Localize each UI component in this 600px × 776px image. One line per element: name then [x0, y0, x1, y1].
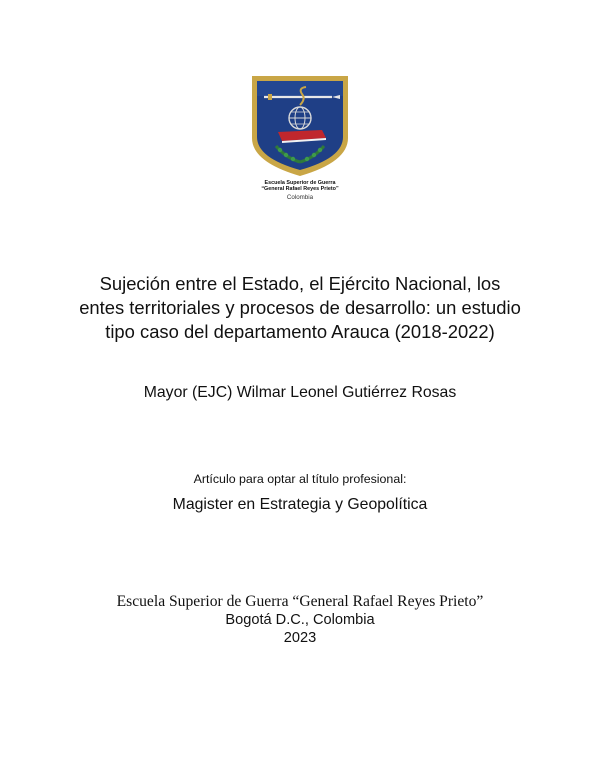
author-name: Mayor (EJC) Wilmar Leonel Gutiérrez Rosas — [143, 384, 457, 401]
city-name: Bogotá D.C., Colombia — [225, 612, 375, 628]
crest-caption-name: “General Rafael Reyes Prieto” — [261, 186, 339, 193]
school-crest-logo — [248, 72, 352, 178]
crest-caption-country: Colombia — [286, 194, 314, 202]
title-line-3: tipo caso del departamento Arauca (2018-2022) — [105, 321, 495, 342]
crest-caption-school: Escuela Superior de Guerra — [264, 180, 336, 186]
document-title — [40, 272, 560, 344]
crest-caption — [230, 180, 370, 202]
article-label: Artículo para optar al título profesional: — [193, 472, 407, 486]
degree-title: Magister en Estrategia y Geopolítica — [172, 496, 428, 513]
title-line-2: entes territoriales y procesos de desarrollo: un estudio — [79, 297, 521, 318]
publication-year: 2023 — [283, 630, 317, 646]
institution-name: Escuela Superior de Guerra “General Rafael Reyes Prieto” — [116, 593, 484, 610]
title-line-1: Sujeción entre el Estado, el Ejército Nacional, los — [99, 273, 501, 294]
shield-icon — [248, 72, 352, 178]
